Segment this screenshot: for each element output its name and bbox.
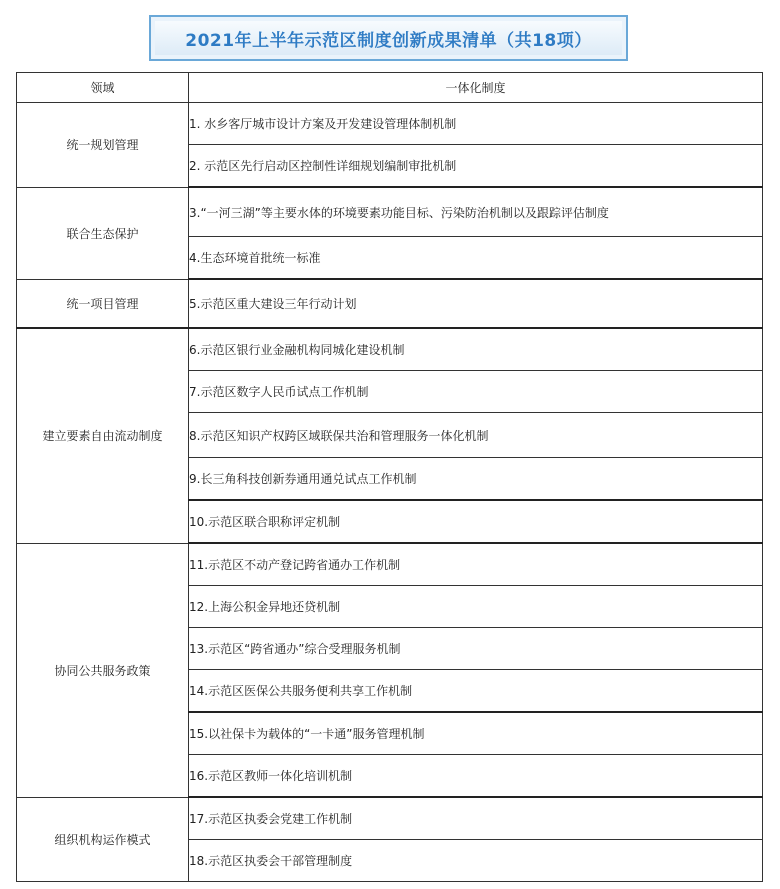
policy-item: 18.示范区执委会干部管理制度 bbox=[189, 840, 763, 882]
table-row bbox=[17, 328, 763, 371]
policy-item: 5.示范区重大建设三年行动计划 bbox=[189, 279, 763, 328]
domain-cell: 联合生态保护 bbox=[17, 187, 189, 279]
table-row bbox=[17, 187, 763, 237]
policy-item: 4.生态环境首批统一标准 bbox=[189, 237, 763, 280]
title-banner bbox=[149, 15, 628, 61]
policy-item: 16.示范区教师一体化培训机制 bbox=[189, 755, 763, 798]
policy-item: 14.示范区医保公共服务便利共享工作机制 bbox=[189, 670, 763, 713]
policy-item: 17.示范区执委会党建工作机制 bbox=[189, 797, 763, 840]
policy-item: 7.示范区数字人民币试点工作机制 bbox=[189, 371, 763, 413]
header-system: 一体化制度 bbox=[189, 73, 763, 103]
policy-item: 3.“一河三湖”等主要水体的环境要素功能目标、污染防治机制以及跟踪评估制度 bbox=[189, 187, 763, 237]
policy-item: 10.示范区联合职称评定机制 bbox=[189, 500, 763, 543]
page-title: 2021年上半年示范区制度创新成果清单（共18项） bbox=[155, 21, 622, 55]
domain-cell: 组织机构运作模式 bbox=[17, 797, 189, 882]
domain-cell: 统一规划管理 bbox=[17, 103, 189, 188]
table-row bbox=[17, 543, 763, 586]
table-row bbox=[17, 797, 763, 840]
domain-cell: 建立要素自由流动制度 bbox=[17, 328, 189, 543]
policy-item: 12.上海公积金异地还贷机制 bbox=[189, 586, 763, 628]
policy-item: 11.示范区不动产登记跨省通办工作机制 bbox=[189, 543, 763, 586]
table-header-row bbox=[17, 73, 763, 103]
policy-table bbox=[16, 72, 763, 882]
policy-item: 9.长三角科技创新券通用通兑试点工作机制 bbox=[189, 458, 763, 501]
domain-cell: 统一项目管理 bbox=[17, 279, 189, 328]
policy-item: 15.以社保卡为载体的“一卡通”服务管理机制 bbox=[189, 712, 763, 755]
policy-item: 1. 水乡客厅城市设计方案及开发建设管理体制机制 bbox=[189, 103, 763, 145]
domain-cell: 协同公共服务政策 bbox=[17, 543, 189, 797]
table-row bbox=[17, 279, 763, 328]
policy-item: 2. 示范区先行启动区控制性详细规划编制审批机制 bbox=[189, 145, 763, 188]
policy-item: 6.示范区银行业金融机构同城化建设机制 bbox=[189, 328, 763, 371]
header-domain: 领域 bbox=[17, 73, 189, 103]
table-row bbox=[17, 103, 763, 145]
policy-item: 8.示范区知识产权跨区域联保共治和管理服务一体化机制 bbox=[189, 413, 763, 458]
policy-item: 13.示范区“跨省通办”综合受理服务机制 bbox=[189, 628, 763, 670]
